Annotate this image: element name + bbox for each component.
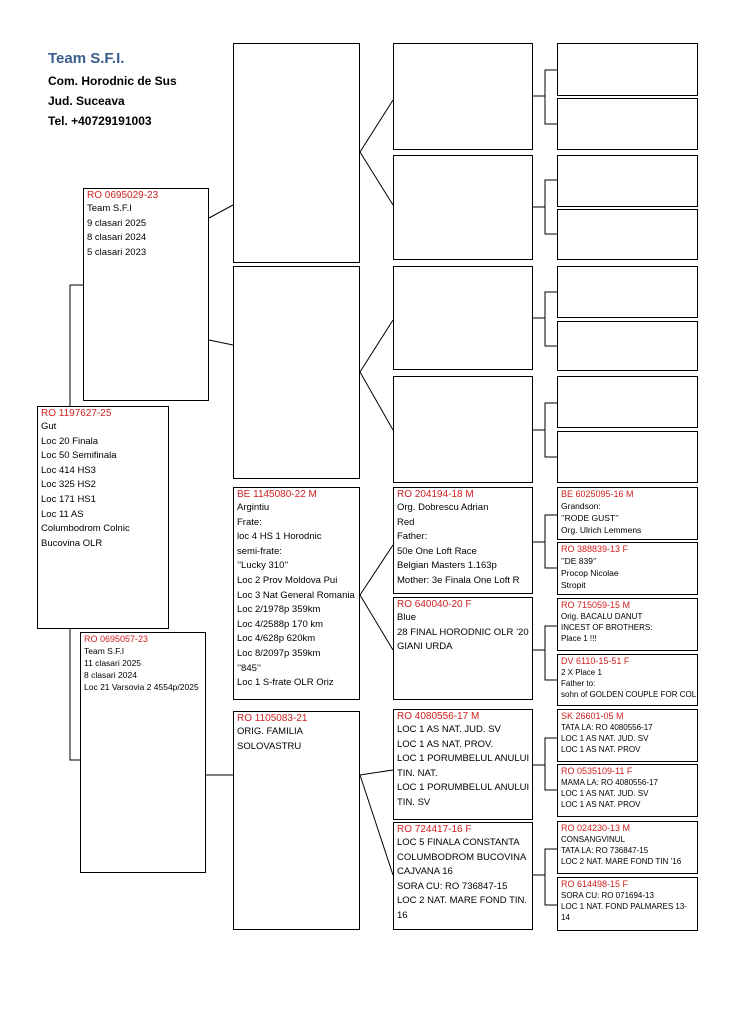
gen3-card-1 [393,487,533,594]
dam-line: Loc 21 Varsovia 2 4554p/2025 [84,682,199,692]
dam-line: Team S.F.I [84,646,125,656]
damsire-line: Loc 3 Nat General Romania [237,589,355,601]
gen3-line: 16 [397,909,408,921]
sire-line: 8 clasari 2024 [87,232,147,244]
gen4-line: TATA LA: RO 736847-15 [561,846,649,855]
sire-line: 5 clasari 2023 [87,246,147,258]
gen4-card-1 [557,487,698,540]
gen3-ring-number: RO 724417-16 F [397,824,472,835]
gen4-ring-number: RO 388839-13 F [561,544,629,554]
gen4-ring-number: RO 614498-15 F [561,879,629,889]
gen4-line: LOC 1 NAT. FOND PALMARES 13- [561,902,687,911]
gen4-ring-number: RO 0535109-11 F [561,766,633,776]
gen3-line: Blue [397,612,417,623]
gen4-card-6 [557,764,698,817]
sire-card [83,188,209,401]
dam-card [80,632,206,873]
gen4-line: LOC 1 AS NAT. PROV [561,800,641,809]
gen3-line: 50e One Loft Race [397,545,477,557]
gen4-line: ’’DE 839’’ [561,556,597,566]
gen4-line: CONSANGVINUL [561,835,626,844]
header-address-1: Com. Horodnic de Sus [48,74,177,88]
subject-pigeon-card [37,406,169,629]
empty-gen3-card [393,376,533,483]
breeder-header [48,50,177,131]
gen3-line: CAJVANA 16 [397,866,453,878]
sire-ring-number: RO 0695029-23 [87,190,159,201]
damsire-line: Loc 1 S-frate OLR Oriz [237,677,334,689]
sire-line: Team S.F.I [87,203,132,214]
gen3-line: LOC 5 FINALA CONSTANTA [397,837,520,848]
gen4-line: Place 1 !!! [561,634,597,643]
subject-ring-number: RO 1197627-25 [41,408,112,419]
empty-sire-sire-card [233,43,360,263]
subject-line: Loc 325 HS2 [41,479,96,491]
gen4-line: LOC 1 AS NAT. JUD. SV [561,789,649,798]
damsire-line: Argintiu [237,502,270,513]
gen4-card-8 [557,877,698,931]
damdam-line: SOLOVASTRU [237,740,302,752]
damdam-line: ORIG. FAMILIA [237,726,303,737]
gen3-line: Father: [397,531,428,543]
gen4-ring-number: SK 26601-05 M [561,711,624,721]
gen4-line: 2 X Place 1 [561,668,602,677]
gen4-line: LOC 1 AS NAT. PROV [561,745,641,754]
gen4-line: TATA LA: RO 4080556-17 [561,723,653,732]
gen3-card-2 [393,597,533,700]
damdam-card [233,711,360,930]
gen4-card-3 [557,598,698,651]
gen3-card-3 [393,709,533,820]
damsire-line: Loc 2 Prov Moldova Pui [237,574,338,586]
gen4-line: Stropit [561,580,586,590]
gen4-line: INCEST OF BROTHERS: [561,623,653,632]
empty-gen3-card [393,266,533,370]
damsire-line: Loc 4/2588p 170 km [237,618,324,630]
subject-line: Loc 11 AS [41,508,84,520]
gen4-line: SORA CU: RO 071694-13 [561,891,654,900]
empty-gen4-card [557,98,698,150]
empty-gen4-card [557,266,698,318]
gen4-line: LOC 2 NAT. MARE FOND TIN ’16 [561,857,682,866]
gen4-line: Father to: [561,679,596,688]
gen4-card-2 [557,542,698,595]
gen4-card-7 [557,821,698,874]
gen4-line: ’’RODE GUST’’ [561,513,619,523]
subject-line: Loc 50 Semifinala [41,450,117,462]
gen4-line: LOC 1 AS NAT. JUD. SV [561,734,649,743]
gen4-ring-number: RO 715059-15 M [561,600,631,610]
gen3-line: LOC 1 PORUMBELUL ANULUI [397,782,530,794]
header-address-2: Jud. Suceava [48,94,125,108]
subject-line: Columbodrom Colnic [41,523,130,535]
empty-gen4-card [557,43,698,96]
damsire-line: Loc 8/2097p 359km [237,647,321,659]
gen4-line: Grandson: [561,501,601,511]
dam-line: 11 clasari 2025 [84,658,142,668]
empty-gen4-card [557,209,698,260]
gen4-line: Org. Ulrich Lemmens [561,525,642,535]
subject-line: Loc 414 HS3 [41,464,96,476]
subject-line: Gut [41,421,57,432]
gen3-line: GIANI URDA [397,641,453,653]
empty-gen4-card [557,376,698,428]
gen3-line: Mother: 3e Finala One Loft R [397,574,520,586]
damsire-ring-number: BE 1145080-22 M [237,489,317,500]
gen3-line: LOC 2 NAT. MARE FOND TIN. [397,895,528,907]
empty-gen4-card [557,431,698,483]
damsire-line: Loc 2/1978p 359km [237,604,321,616]
subject-line: Loc 171 HS1 [41,493,96,505]
gen4-card-5 [557,709,698,762]
gen3-line: COLUMBODROM BUCOVINA [397,851,527,863]
gen3-line: 28 FINAL HORODNIC OLR ’20 [397,626,529,638]
header-phone: Tel. +40729191003 [48,114,152,128]
gen4-card-4 [557,654,698,706]
gen3-line: Org. Dobrescu Adrian [397,502,489,513]
dam-ring-number: RO 0695057-23 [84,634,149,644]
damdam-ring-number: RO 1105083-21 [237,713,308,724]
gen3-line: LOC 1 PORUMBELUL ANULUI [397,753,530,765]
gen4-ring-number: RO 024230-13 M [561,823,631,833]
gen4-ring-number: DV 6110-15-51 F [561,656,630,666]
empty-gen4-card [557,155,698,207]
damsire-line: ’’845’’ [237,662,261,674]
gen3-ring-number: RO 4080556-17 M [397,711,480,722]
gen4-ring-number: BE 6025095-16 M [561,489,634,499]
gen3-ring-number: RO 640040-20 F [397,599,472,610]
gen3-ring-number: RO 204194-18 M [397,489,474,500]
subject-line: Loc 20 Finala [41,435,99,447]
damsire-line: semi-frate: [237,545,282,557]
damsire-card [233,487,360,700]
empty-gen3-card [393,43,533,150]
gen4-line: sohn of GOLDEN COUPLE FOR COL [561,690,697,699]
empty-gen4-card [557,321,698,371]
sire-line: 9 clasari 2025 [87,217,147,229]
damsire-line: Frate: [237,516,262,528]
gen3-card-4 [393,822,533,930]
team-title: Team S.F.I. [48,50,125,67]
gen3-line: Red [397,516,415,528]
gen4-line: Orig. BACALU DANUT [561,612,643,621]
empty-sire-dam-card [233,266,360,479]
gen3-line: LOC 1 AS NAT. JUD. SV [397,724,501,735]
damsire-line: Loc 4/628p 620km [237,633,316,645]
gen4-line: 14 [561,913,570,922]
gen4-line: MAMA LA: RO 4080556-17 [561,778,658,787]
gen3-line: TIN. NAT. [397,767,438,779]
gen4-line: Procop Nicolae [561,568,619,578]
dam-line: 8 clasari 2024 [84,670,137,680]
gen3-line: LOC 1 AS NAT. PROV. [397,738,494,750]
gen3-line: SORA CU: RO 736847-15 [397,880,508,892]
gen3-line: Belgian Masters 1.163p [397,560,497,572]
subject-line: Bucovina OLR [41,537,103,549]
empty-gen3-card [393,155,533,260]
damsire-line: ’’Lucky 310’’ [237,560,289,572]
gen3-line: TIN. SV [397,796,431,808]
damsire-line: loc 4 HS 1 Horodnic [237,531,322,543]
